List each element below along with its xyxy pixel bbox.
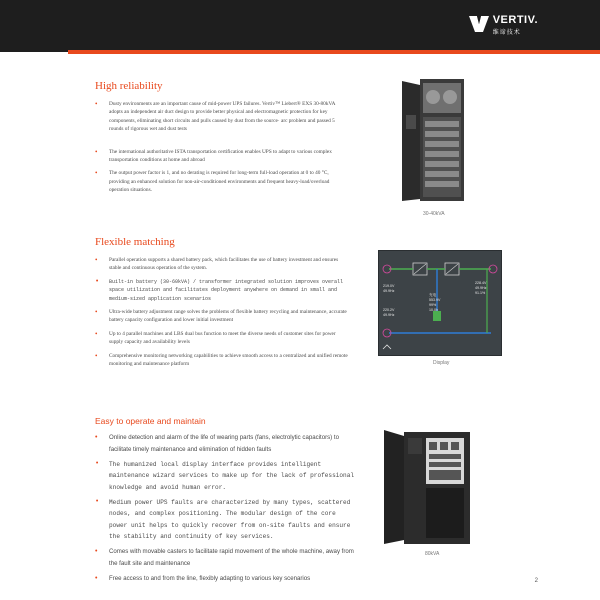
page-number: 2 [534,578,538,584]
brand-subtitle: 维谛技术 [492,30,521,36]
flexible-bullet-list [95,256,350,373]
image-caption: 80kVA [425,551,440,557]
input-voltage-bottom: 220.2V [383,308,395,312]
list-item: • Up to 4 parallel machines and LBS dual bus function to meet the diverse needs of customer sites for power supply capacity and availability levels [95,330,350,347]
output-load: 91.1% [475,291,486,295]
output-frequency: 49.9Hz [475,286,487,290]
input-frequency-top: 49.9Hz [383,289,395,293]
list-item: • The humanized local display interface provides intelligent maintenance wizard services to make up for the lack of professional knowledge and avoid human error. [95,459,357,494]
list-item: • Online detection and alarm of the life of wearing parts (fans, electrolytic capacitors) to facilitate timely maintenance and elimination of hidden faults [95,432,357,455]
list-item: • The international authoritative ISTA transportation certification enables UPS to adapt to various complex transportation conditions at home and abroad [95,148,350,165]
ups-cabinet-open-image [398,75,470,207]
ups-cabinet-80kva-image [382,428,474,548]
reliability-bullet-list [95,100,350,200]
section-title-flexible: Flexible matching [95,236,175,248]
list-item: • Built-in battery (30-60kVA) / transformer integrated solution improves overall space utilization and facilitates deployment anywhere on demand in small and medium-sized application scenarios [95,278,350,303]
list-item: • The output power factor is 1, and no derating is required for long-term full-load operation at 0 to 40 °C, providing an enhanced solution for non-air-conditioned environments and frequent heavy-load/overload operation situations. [95,169,350,194]
brand-name: VERTIV. [492,14,538,26]
image-caption: Display [433,360,450,366]
section-title-maintain: Easy to operate and maintain [95,416,206,426]
list-item: • Free access to and from the line, flexibly adapting to various key scenarios [95,573,357,585]
brand-logo [493,14,538,36]
list-item: • Dusty environments are an important cause of mid-power UPS failures. Vertiv™ Liebert® EXS 30-80kVA adopts an independent air duct design to provide better physical and electromagnetic protection for key components, eliminating short circuits and pulls caused by dust from the source· arc problem and passed 5 rounds of rigorous wet and dust tests [95,100,350,134]
list-item: • Comes with movable casters to facilitate rapid movement of the whole machine, away from the fault site and maintenance [95,546,357,569]
header-accent-line [68,50,600,54]
list-item: • Parallel operation supports a shared battery pack, which facilitates the use of battery investment and ensures stable and continuous operation of the system. [95,256,350,273]
input-frequency-bottom: 49.9Hz [383,313,395,317]
ups-display-screen [378,250,502,356]
vertiv-logo-icon [469,16,489,32]
battery-voltage: 553.9V [429,298,441,302]
battery-percent: 99% [429,303,437,307]
list-item: • Ultra-wide battery adjustment range solves the problems of flexible battery recycling and maintenance, accurate battery capacity configuration and lower initial investment [95,308,350,325]
list-item: • Medium power UPS faults are characterized by many types, scattered nodes, and complex positioning. The modular design of the core power unit helps to quickly recover from on-site faults and ensure the stability and continuity of key services. [95,497,357,543]
output-voltage: 228.4V [475,281,487,285]
maintain-bullet-list [95,432,357,588]
image-caption: 30-40kVA [423,211,445,217]
battery-status: 充电 [429,293,437,297]
section-title-reliability: High reliability [95,80,163,92]
battery-runtime: 10.0h [429,308,438,312]
input-voltage-top: 219.0V [383,284,395,288]
list-item: • Comprehensive monitoring networking capabilities to achieve smooth access to a centralized and unified remote monitoring and maintenance platform [95,352,350,369]
